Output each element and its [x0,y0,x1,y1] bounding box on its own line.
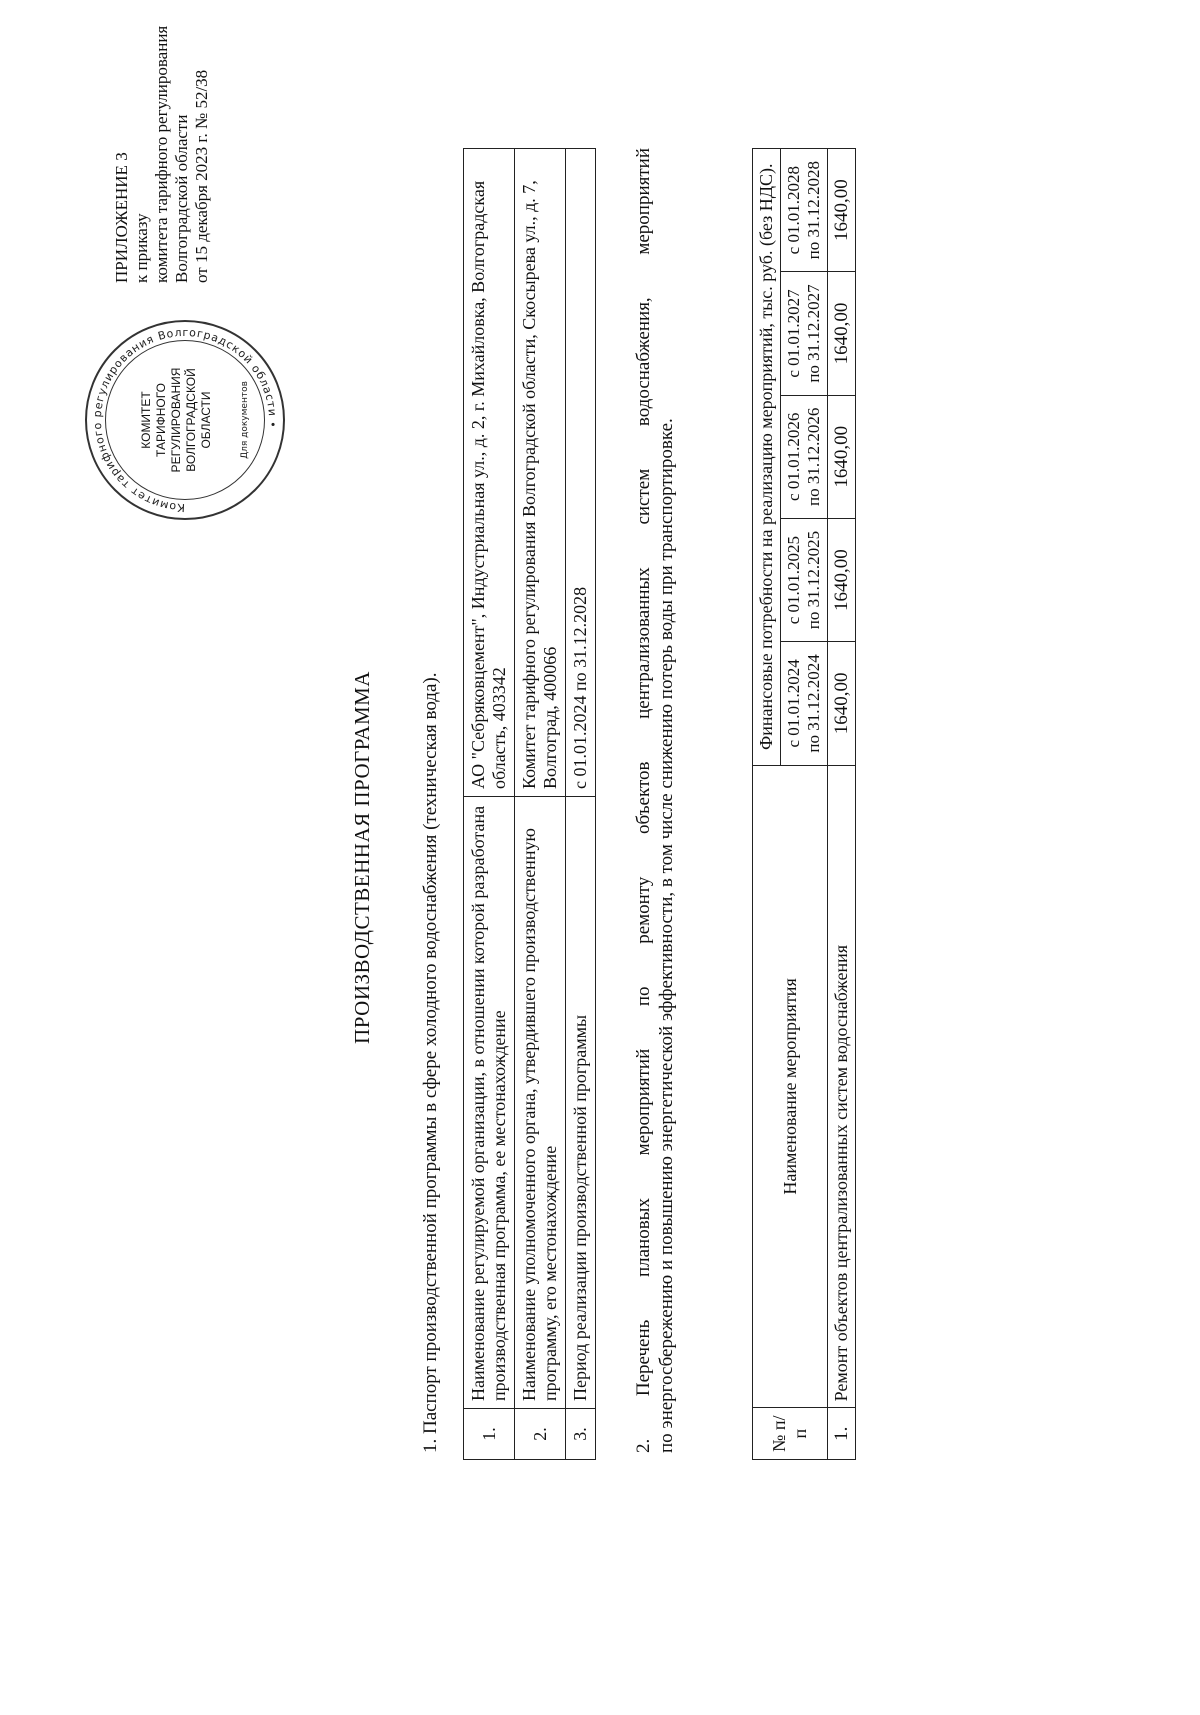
period-header-2027 [781,272,828,395]
period-from: с 01.01.2025 [784,535,803,625]
value-cell-2025: 1640,00 [828,518,856,641]
document-title: ПРОИЗВОДСТВЕННАЯ ПРОГРАММА [350,671,374,1044]
appendix-heading: ПРИЛОЖЕНИЕ 3 [112,152,131,283]
period-from: с 01.01.2028 [784,166,803,255]
value-cell-2026: 1640,00 [828,395,856,518]
column-header-name: Наименование мероприятия [753,765,828,1408]
seal-line: ОБЛАСТИ [199,391,213,449]
section-2-line-2: по энергосбережению и повышению энергетической эффективности, в том числе снижению потерь воды при транспортировке. [656,418,677,1453]
row-name: Наименование регулируемой организации, в отношении которой разработана производственная программа, ее местонахождение [464,797,515,1409]
column-header-number: № п/п [753,1408,828,1460]
table-row [464,149,515,1460]
seal-line: ВОЛГОГРАДСКОЙ [184,368,198,472]
value-cell-2027: 1640,00 [828,272,856,395]
period-from: с 01.01.2026 [784,412,803,501]
appendix-line-2: комитета тарифного регулирования [152,25,171,283]
period-header-2028 [781,149,828,272]
section-2-heading [632,148,678,1453]
row-number: 3. [566,1409,596,1460]
value-cell-2028: 1640,00 [828,149,856,272]
plan-table [752,148,856,1460]
row-value: с 01.01.2024 по 31.12.2028 [566,149,596,797]
table-header-row [753,149,781,1460]
seal-ring-text: Комитет тарифного регулирования Волгоградской области • [90,325,280,515]
period-to: по 31.12.2028 [804,161,823,260]
seal-line: РЕГУЛИРОВАНИЯ [169,367,183,473]
row-name: Наименование уполномоченного органа, утвердившего производственную программу, его местонахождение [515,797,566,1409]
table-row [828,149,856,1460]
official-seal-stamp [85,320,285,520]
section-2-line-1: 2. Перечень плановых мероприятий по ремонту объектов централизованных систем водоснабжения, мероприятий [633,148,654,1453]
table-row [566,149,596,1460]
column-header-financing: Финансовые потребности на реализацию мероприятий, тыс. руб. (без НДС). [753,149,781,766]
seal-line: ТАРИФНОГО [154,383,168,457]
period-to: по 31.12.2026 [804,407,823,506]
table-row [515,149,566,1460]
appendix-line-4: от 15 декабря 2023 г. № 52/38 [192,69,211,283]
period-to: по 31.12.2024 [804,654,823,753]
row-name: Ремонт объектов централизованных систем водоснабжения [828,765,856,1408]
row-name: Период реализации производственной программы [566,797,596,1409]
period-to: по 31.12.2027 [804,284,823,383]
passport-table [463,148,596,1460]
seal-line: КОМИТЕТ [139,391,153,449]
period-to: по 31.12.2025 [804,530,823,630]
period-header-2025 [781,518,828,641]
seal-bottom-text: Для документов [240,381,250,459]
row-value: Комитет тарифного регулирования Волгоградской области, Скосырева ул., д. 7, Волгоград, 400066 [515,149,566,797]
appendix-block [112,25,212,283]
appendix-line-1: к приказу [132,213,151,283]
row-number: 1. [464,1409,515,1460]
seal-ring-icon [87,322,283,518]
value-cell-2024: 1640,00 [828,642,856,765]
section-1-heading: 1. Паспорт производственной программы в сфере холодного водоснабжения (техническая вода). [420,672,441,1453]
row-value: АО "Себряковцемент", Индустриальная ул., д. 2, г. Михайловка, Волгоградская область, 403342 [464,149,515,797]
seal-center-text [139,354,214,486]
row-number: 2. [515,1409,566,1460]
period-header-2024 [781,642,828,765]
period-from: с 01.01.2024 [784,659,803,748]
period-from: с 01.01.2027 [784,289,803,378]
svg-text:Комитет тарифного регулировани [91,326,279,514]
period-header-2026 [781,395,828,518]
appendix-line-3: Волгоградской области [172,114,191,283]
row-number: 1. [828,1408,856,1460]
